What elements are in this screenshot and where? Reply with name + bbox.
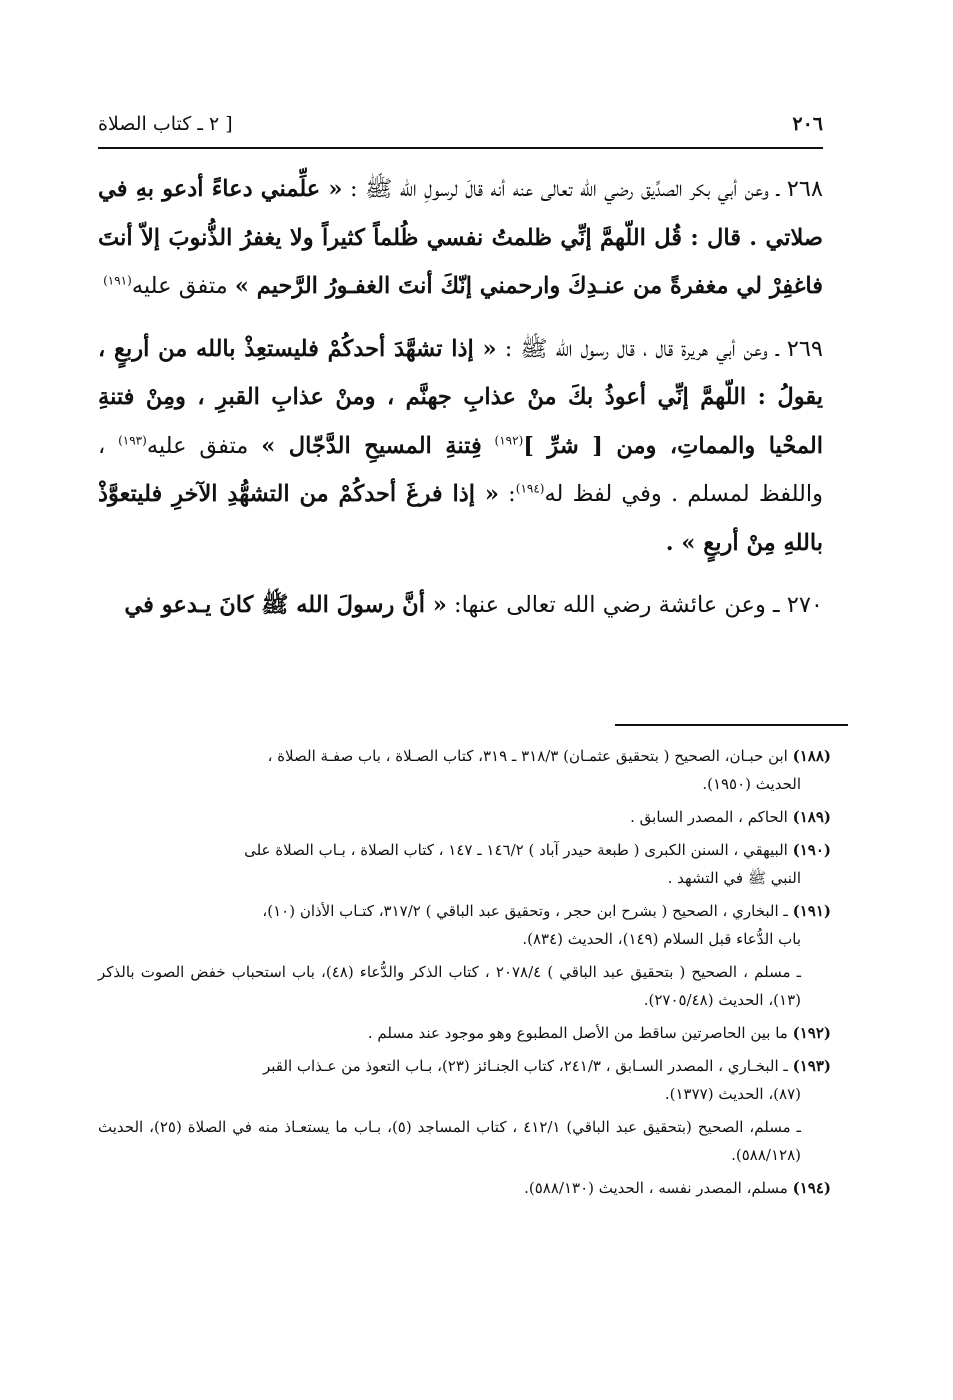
footnote-188 bbox=[98, 742, 831, 798]
footnote-193 bbox=[98, 1052, 831, 1108]
footnote-id: (١٩٤) bbox=[792, 1179, 831, 1197]
hadith-268 bbox=[98, 165, 823, 311]
hadith-quote-alt: « إذا فرغَ أحدكُمْ من التشهُّدِ الآخرِ فليتعوَّذْ باللهِ مِنْ أربعٍ » . bbox=[98, 481, 823, 556]
hadith-269 bbox=[98, 325, 823, 568]
footnote-192 bbox=[98, 1019, 831, 1047]
section-title: [ ٢ ـ كتاب الصلاة bbox=[98, 113, 233, 135]
hadith-colon: : bbox=[508, 481, 516, 507]
footnote-191-muslim: ـ مسلم ، الصحيح ( بتحقيق عبد الباقي ) ٢٠٧٨/٤ ، كتاب الذكر والدُّعاء (٤٨)، باب استحباب خفض الصوت بالذكر (١٣)، الحديث (٢٧٠٥/٤٨). bbox=[98, 963, 801, 1009]
hadith-number: ٢٧٠ ـ bbox=[772, 592, 823, 618]
hadith-tail-continued: ، واللفظ لمسلم . وفي لفظ له bbox=[98, 432, 824, 507]
footnote-continued: النبي ﷺ في التشهد . bbox=[667, 869, 801, 887]
footnote-190 bbox=[98, 836, 831, 892]
footnote-193-muslim: ـ مسلم، الصحيح (بتحقيق عبد الباقي) ٤١٢/١ ، كتاب المساجد (٥)، بـاب ما يستعـاذ منه في الصلاة (٢٥)، الحديث (٥٨٨/١٢٨). bbox=[98, 1118, 801, 1164]
footnote-id: (١٩٢) bbox=[792, 1024, 831, 1042]
hadith-number: ٢٦٩ ـ bbox=[775, 335, 823, 362]
footnote-id: (١٨٨) bbox=[792, 747, 831, 765]
hadith-number: ٢٦٨ ـ bbox=[776, 176, 823, 202]
footnote-id: (١٩٠) bbox=[792, 841, 831, 859]
footnote-ref[interactable]: (١٩٣) bbox=[118, 433, 147, 447]
footnote-text: الحاكم ، المصدر السابق . bbox=[630, 808, 788, 826]
footnote-id: (١٨٩) bbox=[792, 808, 831, 826]
footnote-text: مسلم، المصدر نفسه ، الحديث (٥٨٨/١٣٠). bbox=[524, 1179, 788, 1197]
page-number: ٢٠٦ bbox=[792, 113, 823, 135]
footnote-ref[interactable]: (١٩٢) bbox=[494, 433, 524, 447]
running-header bbox=[98, 104, 823, 144]
footnote-text: ـ البخاري ، الصحيح ( بشرح ابن حجر ، وتحقيق عبد الباقي ) ٣١٧/٢، كتـاب الأذان (١٠)، bbox=[262, 902, 788, 920]
hadith-intro: وعن أبي بكر الصدِّيق رضي الله تعالى عنه أنه قالَ لرسولِ الله ﷺ : bbox=[349, 176, 769, 202]
footnote-rule bbox=[615, 724, 848, 726]
footnote-continued: باب الدُّعاء قبل السلام (١٤٩)، الحديث (٨٣٤). bbox=[522, 930, 801, 948]
hadith-quote: « إذا تشهَّدَ أحدكُمْ فليستعِذْ بالله من أربعٍ ، يقولُ : اللّهمَّ إنِّي أعوذُ بكَ منْ عذابِ جهنَّم ، ومنْ عذابِ القبرِ ، ومِنْ فتنةِ المحْيا والمماتِ، ومن [ شرِّ ] bbox=[98, 335, 823, 459]
hadith-270 bbox=[98, 581, 823, 630]
hadith-tail: متفق عليه bbox=[146, 432, 249, 459]
hadith-quote: « أنَّ رسولَ الله ﷺ كانَ يـدعو في bbox=[124, 592, 447, 618]
footnote-ref[interactable]: (١٩١) bbox=[103, 273, 132, 288]
hadith-quote-continued: فِتنةِ المسيحِ الدَّجّال » bbox=[261, 432, 482, 459]
header-rule bbox=[98, 147, 823, 149]
footnote-id: (١٩١) bbox=[792, 902, 831, 920]
hadith-intro: وعن عائشة رضي الله تعالى عنها: bbox=[454, 592, 766, 618]
footnote-id: (١٩٣) bbox=[792, 1057, 831, 1075]
footnote-191 bbox=[98, 897, 831, 953]
footnote-continued: الحديث (١٩٥٠). bbox=[702, 775, 801, 793]
footnote-ref[interactable]: (١٩٤) bbox=[515, 481, 545, 496]
footnotes bbox=[98, 742, 831, 1207]
hadith-quote: « علِّمني دعاءً أدعو بهِ في صلاتي . قال : قُل اللّهمَّ إنِّي ظلمتُ نفسي ظُلماً كثيراً ولا يغفرُ الذُّنوبَ إلاّ أنتَ فاغفِرْ لي مغفرةً من عنـدِكَ وارحمني إنّكَ أنتَ الغفـورُ الرَّحيم » bbox=[98, 176, 823, 299]
footnote-text: البيهقي ، السنن الكبرى ( طبعة حيدر آباد ) ١٤٦/٢ ـ ١٤٧ ، كتاب الصلاة ، بـاب الصلاة على bbox=[244, 841, 788, 859]
footnote-text: ـ البخـاري ، المصدر السـابق ، ٢٤١/٣، كتاب الجنـائز (٢٣)، بـاب التعوذ من عـذاب القبر bbox=[262, 1057, 788, 1075]
hadith-tail: متفق عليه bbox=[131, 273, 228, 299]
footnote-194 bbox=[98, 1174, 831, 1202]
hadith-intro: وعن أبي هريرة قال ، قال رسول الله ﷺ : bbox=[504, 335, 768, 362]
main-text bbox=[98, 165, 823, 644]
footnote-continued: (٨٧)، الحديث (١٣٧٧). bbox=[664, 1085, 801, 1103]
footnote-text: ما بين الحاصرتين ساقط من الأصل المطبوع وهو موجود عند مسلم . bbox=[367, 1024, 788, 1042]
footnote-189 bbox=[98, 803, 831, 831]
footnote-text: ابن حبـان، الصحيح ( بتحقيق عثمـان) ٣١٨/٣ ـ ٣١٩، كتاب الصـلاة ، باب صفـة الصلاة ، bbox=[267, 747, 788, 765]
